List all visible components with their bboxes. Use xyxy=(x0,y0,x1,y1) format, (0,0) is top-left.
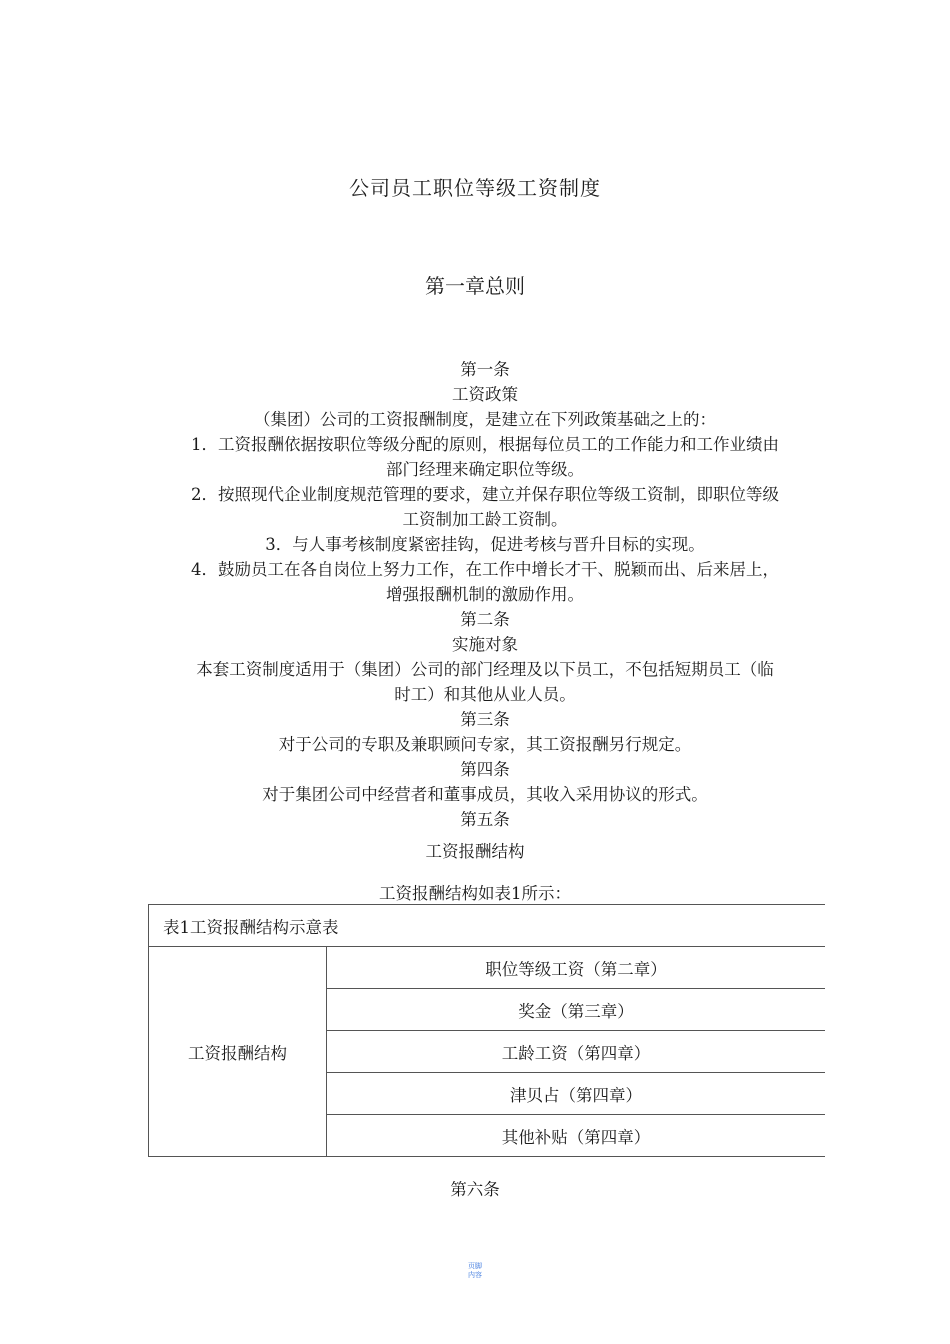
footer-line: 内容 xyxy=(468,1271,482,1279)
table-row-header: 工资报酬结构 xyxy=(149,947,327,1157)
body-line: 实施对象 xyxy=(452,635,518,654)
body-line: 本套工资制度适用于（集团）公司的部门经理及以下员工，不包括短期员工（临 xyxy=(196,660,774,679)
table-intro: 工资报酬结构如表1所示： xyxy=(379,884,571,903)
body-line: 对于公司的专职及兼职顾问专家，其工资报酬另行规定。 xyxy=(278,735,692,754)
body-line: 2．按照现代企业制度规范管理的要求，建立并保存职位等级工资制，即职位等级 xyxy=(191,485,779,504)
table-cell: 工龄工资（第四章） xyxy=(327,1031,826,1073)
table-cell: 津贝占（第四章） xyxy=(327,1073,826,1115)
body-line: 第五条 xyxy=(460,810,510,829)
body-line: 第一条 xyxy=(460,360,510,379)
article5-title: 工资报酬结构 xyxy=(425,842,525,861)
salary-structure-table xyxy=(148,904,825,1157)
table-cell: 职位等级工资（第二章） xyxy=(327,947,826,989)
body-line: 4．鼓励员工在各自岗位上努力工作，在工作中增长才干、脱颖而出、后来居上， xyxy=(191,560,779,579)
body-text xyxy=(140,357,830,832)
body-line: 时工）和其他从业人员。 xyxy=(394,685,576,704)
chapter-title: 第一章总则 xyxy=(425,274,525,298)
body-line: 第三条 xyxy=(460,710,510,729)
footer-line: 页脚 xyxy=(468,1262,482,1270)
page-title: 公司员工职位等级工资制度 xyxy=(349,176,601,200)
page-footer xyxy=(455,1262,495,1280)
body-line: 第二条 xyxy=(460,610,510,629)
body-line: 第四条 xyxy=(460,760,510,779)
body-line: 3．与人事考核制度紧密挂钩，促进考核与晋升目标的实现。 xyxy=(265,535,705,554)
table-cell: 奖金（第三章） xyxy=(327,989,826,1031)
body-line: （集团）公司的工资报酬制度，是建立在下列政策基础之上的： xyxy=(254,410,716,429)
table-cell: 其他补贴（第四章） xyxy=(327,1115,826,1157)
body-line: 1．工资报酬依据按职位等级分配的原则，根据每位员工的工作能力和工作业绩由 xyxy=(191,435,779,454)
article6-heading: 第六条 xyxy=(450,1180,500,1199)
body-line: 工资政策 xyxy=(452,385,518,404)
body-line: 对于集团公司中经营者和董事成员，其收入采用协议的形式。 xyxy=(262,785,708,804)
table-caption-row xyxy=(149,905,826,947)
table-row xyxy=(149,947,826,989)
table-caption: 表1工资报酬结构示意表 xyxy=(149,905,826,947)
body-line: 增强报酬机制的激励作用。 xyxy=(386,585,584,604)
body-line: 工资制加工龄工资制。 xyxy=(402,510,568,529)
body-line: 部门经理来确定职位等级。 xyxy=(386,460,584,479)
